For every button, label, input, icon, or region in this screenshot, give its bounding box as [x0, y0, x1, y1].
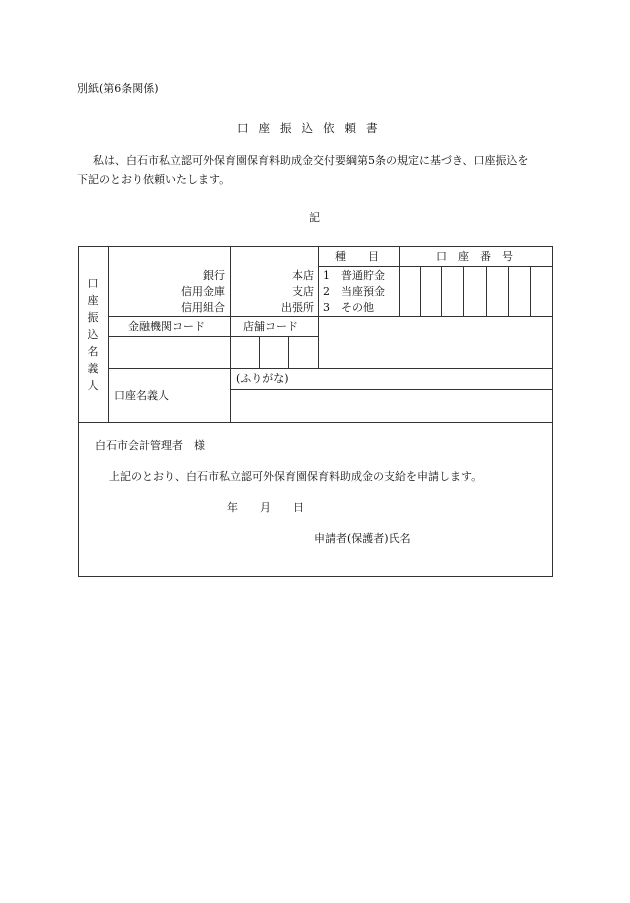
- branch-type-office: 出張所: [281, 301, 314, 314]
- institution-type-shinkin: 信用金庫: [181, 285, 225, 298]
- application-statement: 上記のとおり、白石市私立認可外保育園保育料助成金の支給を申請します。: [109, 470, 483, 483]
- account-type-current: 2 当座預金: [323, 285, 385, 298]
- institution-type-kumiai: 信用組合: [181, 301, 225, 314]
- branch-type-branch: 支店: [292, 285, 314, 298]
- date-line: 年 月 日: [227, 501, 304, 514]
- account-type-other: 3 その他: [323, 301, 374, 314]
- account-type-ordinary: 1 普通貯金: [323, 269, 385, 282]
- account-number-header: 口 座 番 号: [436, 250, 513, 263]
- branch-type-head: 本店: [292, 269, 314, 282]
- ki-heading: 記: [309, 211, 320, 224]
- annex-label: 別紙(第6条関係): [77, 82, 159, 95]
- account-holder-label: 口座名義人: [114, 389, 169, 402]
- account-type-header: 種 目: [335, 250, 379, 263]
- applicant-name-label: 申請者(保護者)氏名: [314, 532, 411, 545]
- branch-code-label: 店舗コード: [243, 320, 298, 333]
- institution-type-bank: 銀行: [203, 269, 225, 282]
- document-title: 口座振込依頼書: [237, 121, 388, 135]
- institution-code-label: 金融機関コード: [128, 320, 205, 333]
- addressee: 白石市会計管理者 様: [95, 439, 205, 452]
- furigana-label: (ふりがな): [236, 372, 289, 385]
- intro-line-2: 下記のとおり依頼いたします。: [77, 173, 231, 186]
- intro-line-1: 私は、白石市私立認可外保育園保育料助成金交付要綱第5条の規定に基づき、口座振込を: [93, 154, 529, 167]
- payee-vertical-label: 口 座 振 込 名 義 人: [87, 277, 99, 392]
